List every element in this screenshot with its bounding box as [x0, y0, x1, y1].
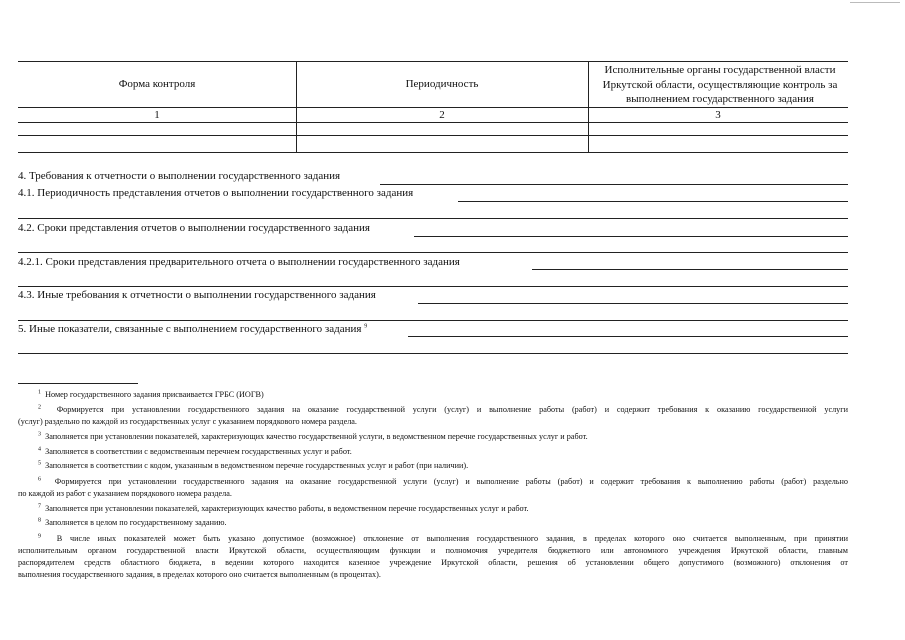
footnote-3-text: Заполняется при установлении показателей, характеризующих качество государственной услуги, в ведомственном перечне государственных услуг и работ.	[45, 432, 588, 441]
footnote-9-mark: 9	[38, 533, 41, 540]
section-4-1-line-2	[18, 218, 848, 219]
footnote-3-mark: 3	[38, 431, 41, 438]
section-5-label	[18, 323, 367, 335]
footnote-5-mark: 5	[38, 460, 41, 467]
section-4-1-fill-line	[458, 201, 848, 202]
footnote-6-mark: 6	[38, 476, 41, 483]
footnote-1-mark: 1	[38, 389, 41, 396]
section-4-2-label: 4.2. Сроки представления отчетов о выполнении государственного задания	[18, 222, 370, 234]
footnote-4-mark: 4	[38, 446, 41, 453]
footnote-9-text: В числе иных показателей может быть указано допустимое (возможное) отклонение от выполнения государственного задания, в пределах которого оно считается выполненным, при принятии	[56, 534, 849, 543]
section-4-label: 4. Требования к отчетности о выполнении государственного задания	[18, 170, 341, 182]
section-4-2-fill-line	[414, 236, 848, 237]
footnote-9-line-2: исполнительным органом государственной власти Иркутской области, осуществляющим функции и полномочия учредителя бюджетного или автономного учреждения Иркутской области, главным	[18, 546, 848, 555]
section-4-3-fill-line	[418, 303, 848, 304]
footnote-7-mark: 7	[38, 503, 41, 510]
footnote-6-line-2: по каждой из работ с указанием порядкового номера раздела.	[18, 489, 232, 498]
table-numbers-divider	[18, 122, 848, 123]
footnote-8	[38, 517, 227, 529]
footnote-8-mark: 8	[38, 517, 41, 524]
footnote-6-text: Формируется при установлении государственного задания на оказание государственной услуги (услуг) и выполнение работы (работ) и содержит требования к выполнению работы (работ) раздельно	[54, 477, 849, 486]
section-4-3-line-2	[18, 320, 848, 321]
section-5-line-2	[18, 353, 848, 354]
col3-number: 3	[715, 109, 721, 121]
footnote-6-line-1	[38, 476, 848, 488]
footnote-4-text: Заполняется в соответствии с ведомственным перечнем государственных услуг и работ.	[45, 447, 352, 456]
section-4-2-line-2	[18, 252, 848, 253]
footnote-9-line-4: выполнения государственного задания, в пределах которого оно считается выполненным (в процентах).	[18, 570, 381, 579]
table-col-divider-1	[296, 61, 297, 152]
section-4-2-1-line-2	[18, 286, 848, 287]
footnote-7-text: Заполняется при установлении показателей, характеризующих качество работы, в ведомственном перечне государственных услуг и работ.	[45, 504, 529, 513]
scan-mark	[850, 2, 900, 3]
footnote-5	[38, 460, 468, 472]
footnote-7	[38, 503, 529, 515]
footnote-5-text: Заполняется в соответствии с кодом, указанным в ведомственном перечне государственных услуг и работ (при наличии).	[45, 461, 469, 470]
footnote-9-line-1	[38, 533, 848, 545]
footnote-4	[38, 446, 352, 458]
section-5-text: 5. Иные показатели, связанные с выполнением государственного задания	[18, 323, 362, 335]
section-4-3-label: 4.3. Иные требования к отчетности о выполнении государственного задания	[18, 289, 376, 301]
footnote-1-text: Номер государственного задания присваивается ГРБС (ИОГВ)	[45, 390, 264, 399]
footnote-2-line-2: (услуг) раздельно по каждой из государственных услуг с указанием порядкового номера раздела.	[18, 417, 357, 426]
footnote-2-mark: 2	[38, 404, 41, 411]
section-5-footnote-mark: 9	[364, 323, 368, 330]
col1-header: Форма контроля	[118, 78, 196, 90]
footnote-2-text: Формируется при установлении государственного задания на оказание государственной услуги (услуг) и выполнение работы (работ) и содержит требования к оказанию государственной услуги	[56, 405, 848, 414]
section-4-fill-line	[380, 184, 848, 185]
col3-header: Исполнительные органы государственной власти Иркутской области, осуществляющие контроль за выполнением государственного задания	[602, 64, 838, 105]
table-row-divider	[18, 135, 848, 136]
col2-number: 2	[439, 109, 445, 121]
section-4-2-1-label: 4.2.1. Сроки представления предварительного отчета о выполнении государственного задания	[18, 256, 460, 268]
table-col-divider-2	[588, 61, 589, 152]
col1-number: 1	[154, 109, 160, 121]
footnote-9-line-3: распорядителем средств областного бюджета, в ведении которого находится казенное учреждение Иркутской области, решения об установлении общего допустимого (возможного) отклонения от	[18, 558, 848, 567]
footnote-2-line-1	[38, 404, 848, 416]
section-5-fill-line	[408, 336, 848, 337]
footnote-3	[38, 431, 588, 443]
footnote-1	[38, 389, 264, 401]
footnote-8-text: Заполняется в целом по государственному заданию.	[45, 518, 227, 527]
col2-header: Периодичность	[405, 78, 479, 90]
section-4-2-1-fill-line	[532, 269, 848, 270]
table-bottom-border	[18, 152, 848, 153]
footnote-separator	[18, 383, 138, 384]
section-4-1-label: 4.1. Периодичность представления отчетов о выполнении государственного задания	[18, 187, 414, 199]
table-top-border	[18, 61, 848, 62]
